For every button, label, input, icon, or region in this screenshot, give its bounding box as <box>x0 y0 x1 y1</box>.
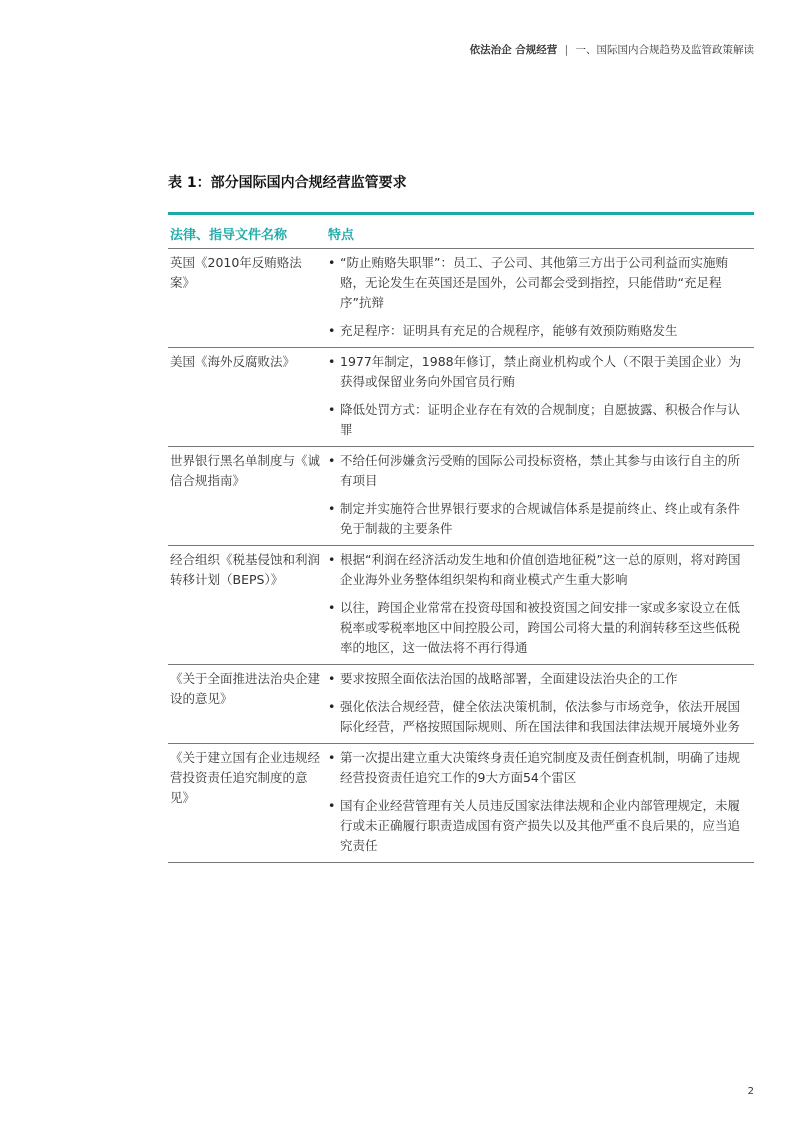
feature-item: • 以往，跨国企业常常在投资母国和被投资国之间安排一家或多家设立在低税率或零税率地区中间控股公司，跨国公司将大量的利润转移至这些低税率的地区，这一做法将不再行得通 <box>328 598 752 658</box>
feature-list <box>328 669 752 737</box>
header-brand: 依法治企 合规经营 <box>469 44 558 56</box>
page-number: 2 <box>747 1086 754 1097</box>
features-cell <box>326 744 754 863</box>
features-cell <box>326 249 754 348</box>
law-name-cell: 《关于全面推进法治央企建设的意见》 <box>168 665 326 744</box>
feature-list <box>328 550 752 658</box>
feature-list <box>328 748 752 856</box>
table-row <box>168 447 754 546</box>
law-name-cell: 美国《海外反腐败法》 <box>168 348 326 447</box>
feature-item: • “防止贿赂失职罪”：员工、子公司、其他第三方出于公司利益而实施贿赂，无论发生在英国还是国外，公司都会受到指控，只能借助“充足程序”抗辩 <box>328 253 752 313</box>
table-row <box>168 546 754 665</box>
table-header-row <box>168 214 754 249</box>
law-name-cell: 英国《2010年反贿赂法案》 <box>168 249 326 348</box>
law-name-cell: 《关于建立国有企业违规经营投资责任追究制度的意见》 <box>168 744 326 863</box>
features-cell <box>326 665 754 744</box>
features-cell <box>326 546 754 665</box>
table-row <box>168 744 754 863</box>
header-separator: | <box>564 44 569 56</box>
feature-item: • 1977年制定，1988年修订，禁止商业机构或个人（不限于美国企业）为获得或保留业务向外国官员行贿 <box>328 352 752 392</box>
feature-item: • 第一次提出建立重大决策终身责任追究制度及责任倒查机制，明确了违规经营投资责任追究工作的9大方面54个雷区 <box>328 748 752 788</box>
features-cell <box>326 447 754 546</box>
feature-item: • 要求按照全面依法治国的战略部署，全面建设法治央企的工作 <box>328 669 752 689</box>
compliance-table <box>168 212 754 863</box>
law-name-cell: 经合组织《税基侵蚀和利润转移计划（BEPS）》 <box>168 546 326 665</box>
header-section: 一、国际国内合规趋势及监管政策解读 <box>575 44 754 56</box>
feature-item: • 制定并实施符合世界银行要求的合规诚信体系是提前终止、终止或有条件免于制裁的主要条件 <box>328 499 752 539</box>
feature-list <box>328 253 752 341</box>
column-header-features: 特点 <box>326 214 754 249</box>
feature-item: • 不给任何涉嫌贪污受贿的国际公司投标资格，禁止其参与由该行自主的所有项目 <box>328 451 752 491</box>
law-name-cell: 世界银行黑名单制度与《诚信合规指南》 <box>168 447 326 546</box>
feature-item: • 强化依法合规经营，健全依法决策机制，依法参与市场竞争，依法开展国际化经营，严格按照国际规则、所在国法律和我国法律法规开展境外业务 <box>328 697 752 737</box>
feature-item: • 根据“利润在经济活动发生地和价值创造地征税”这一总的原则，将对跨国企业海外业务整体组织架构和商业模式产生重大影响 <box>328 550 752 590</box>
feature-list <box>328 451 752 539</box>
table-row <box>168 348 754 447</box>
column-header-law: 法律、指导文件名称 <box>168 214 326 249</box>
feature-list <box>328 352 752 440</box>
feature-item: • 充足程序：证明具有充足的合规程序，能够有效预防贿赂发生 <box>328 321 752 341</box>
table-row <box>168 249 754 348</box>
feature-item: • 降低处罚方式：证明企业存在有效的合规制度；自愿披露、积极合作与认罪 <box>328 400 752 440</box>
features-cell <box>326 348 754 447</box>
table-row <box>168 665 754 744</box>
feature-item: • 国有企业经营管理有关人员违反国家法律法规和企业内部管理规定，未履行或未正确履行职责造成国有资产损失以及其他严重不良后果的，应当追究责任 <box>328 796 752 856</box>
table-title: 表 1：部分国际国内合规经营监管要求 <box>168 175 407 191</box>
page-header <box>470 42 754 57</box>
